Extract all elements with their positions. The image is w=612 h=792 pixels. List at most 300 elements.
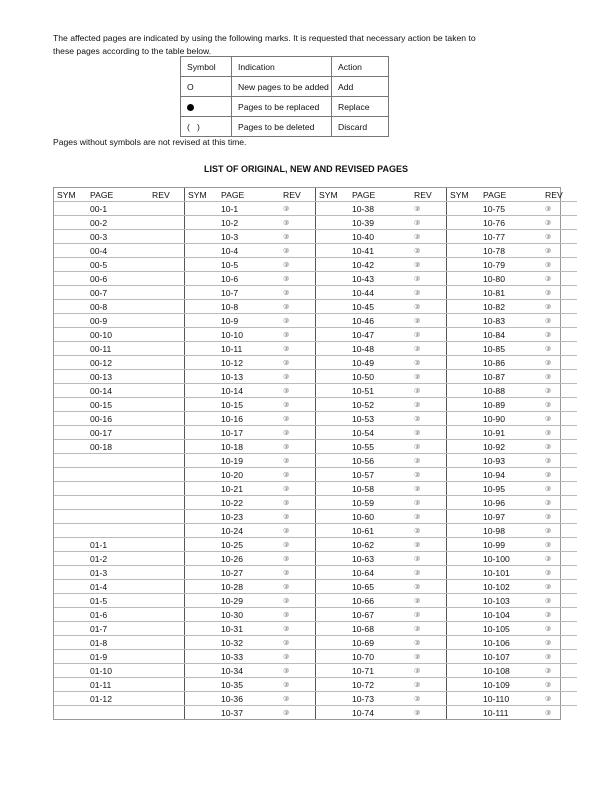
sym-cell — [185, 496, 220, 510]
table-row — [54, 356, 577, 370]
sym-cell — [316, 286, 351, 300]
table-row — [54, 272, 577, 286]
page-cell: 10-111 — [483, 707, 509, 718]
rev-cell: ③ — [414, 412, 447, 426]
page-cell: 10-59 — [350, 496, 414, 510]
page-cell — [88, 524, 152, 538]
rev-cell: ③ — [283, 426, 316, 440]
page-cell: 00-1 — [88, 202, 152, 216]
page-cell: 10-75 — [481, 202, 545, 216]
rev-cell: ③ — [414, 709, 421, 717]
page-cell: 10-109 — [481, 678, 545, 692]
sym-cell — [54, 608, 88, 622]
rev-cell: ③ — [414, 664, 447, 678]
page-cell: 10-38 — [350, 202, 414, 216]
page-cell: 10-85 — [481, 342, 545, 356]
sym-cell — [185, 342, 220, 356]
rev-cell: ③ — [414, 300, 447, 314]
header-sym: SYM — [316, 188, 351, 202]
rev-cell — [152, 566, 185, 580]
rev-cell: ③ — [545, 566, 577, 580]
page-cell: 10-82 — [481, 300, 545, 314]
sym-cell — [54, 552, 88, 566]
sym-cell — [447, 426, 482, 440]
rev-cell — [152, 468, 185, 482]
page-cell: 10-4 — [219, 244, 283, 258]
sym-cell — [447, 342, 482, 356]
sym-cell — [54, 328, 88, 342]
rev-cell: ③ — [545, 300, 577, 314]
sym-cell — [447, 454, 482, 468]
rev-cell: ③ — [545, 709, 552, 717]
sym-cell — [447, 524, 482, 538]
header-sym: SYM — [185, 188, 220, 202]
sym-cell — [447, 230, 482, 244]
page-cell: 10-42 — [350, 258, 414, 272]
rev-cell: ③ — [545, 244, 577, 258]
sym-cell — [316, 580, 351, 594]
sym-cell — [316, 300, 351, 314]
rev-cell — [152, 426, 185, 440]
sym-cell — [185, 706, 220, 720]
page-cell: 00-4 — [88, 244, 152, 258]
page-cell: 01-12 — [88, 692, 152, 706]
table-row — [54, 706, 577, 720]
rev-cell: ③ — [283, 608, 316, 622]
table-row — [54, 608, 577, 622]
rev-cell — [152, 482, 185, 496]
page-cell: 10-60 — [350, 510, 414, 524]
page-cell: 10-5 — [219, 258, 283, 272]
rev-cell: ③ — [283, 300, 316, 314]
sym-cell — [185, 678, 220, 692]
page-cell: 10-9 — [219, 314, 283, 328]
rev-cell: ③ — [545, 678, 577, 692]
page-cell: 10-13 — [219, 370, 283, 384]
rev-cell: ③ — [283, 552, 316, 566]
rev-cell: ③ — [545, 496, 577, 510]
sym-cell — [54, 230, 88, 244]
sym-cell — [316, 412, 351, 426]
table-row — [54, 650, 577, 664]
page-cell: 10-50 — [350, 370, 414, 384]
sym-cell — [316, 258, 351, 272]
sym-cell — [185, 314, 220, 328]
sym-cell — [185, 258, 220, 272]
rev-cell: ③ — [545, 356, 577, 370]
sym-cell — [54, 496, 88, 510]
rev-cell: ③ — [545, 328, 577, 342]
page-cell — [88, 510, 152, 524]
rev-cell: ③ — [283, 678, 316, 692]
rev-cell — [152, 314, 185, 328]
rev-cell: ③ — [283, 412, 316, 426]
rev-cell: ③ — [414, 244, 447, 258]
sym-cell — [447, 622, 482, 636]
page-cell: 10-69 — [350, 636, 414, 650]
sym-cell — [185, 482, 220, 496]
rev-cell: ③ — [545, 482, 577, 496]
rev-cell: ③ — [283, 216, 316, 230]
page-cell: 10-40 — [350, 230, 414, 244]
table-row — [54, 258, 577, 272]
page-cell: 10-44 — [350, 286, 414, 300]
sym-cell — [316, 216, 351, 230]
rev-cell — [152, 328, 185, 342]
page-cell: 10-31 — [219, 622, 283, 636]
table-row — [54, 244, 577, 258]
page-cell: 01-8 — [88, 636, 152, 650]
sym-cell — [316, 524, 351, 538]
sym-cell — [54, 524, 88, 538]
legend-row-add — [181, 77, 389, 97]
rev-cell — [152, 370, 185, 384]
rev-cell: ③ — [283, 709, 290, 717]
page-cell: 10-76 — [481, 216, 545, 230]
legend-header-action: Action — [332, 57, 389, 77]
page-cell: 10-37 — [221, 707, 243, 718]
page-cell: 10-70 — [350, 650, 414, 664]
rev-cell: ③ — [283, 454, 316, 468]
page-cell: 10-25 — [219, 538, 283, 552]
header-page: PAGE — [350, 188, 414, 202]
page-cell: 10-78 — [481, 244, 545, 258]
sym-cell — [316, 552, 351, 566]
intro-line-2: these pages according to the table below. — [53, 46, 212, 56]
sym-cell — [447, 538, 482, 552]
sym-cell — [54, 706, 88, 720]
sym-cell — [316, 608, 351, 622]
sym-cell — [54, 566, 88, 580]
rev-cell — [152, 552, 185, 566]
page-cell: 10-66 — [350, 594, 414, 608]
page-cell: 10-105 — [481, 622, 545, 636]
page-list-table — [53, 187, 561, 720]
sym-cell — [316, 244, 351, 258]
sym-cell — [54, 636, 88, 650]
page-cell: 00-11 — [88, 342, 152, 356]
rev-cell: ③ — [545, 230, 577, 244]
symbol-legend-table — [180, 56, 389, 137]
sym-cell — [54, 342, 88, 356]
page-cell: 10-17 — [219, 426, 283, 440]
page-cell: 10-15 — [219, 398, 283, 412]
page-cell: 10-53 — [350, 412, 414, 426]
rev-cell: ③ — [414, 384, 447, 398]
rev-cell: ③ — [414, 286, 447, 300]
page-cell: 10-28 — [219, 580, 283, 594]
rev-cell: ③ — [545, 664, 577, 678]
sym-cell — [185, 202, 220, 216]
sym-cell — [447, 636, 482, 650]
sym-cell — [316, 384, 351, 398]
rev-cell: ③ — [414, 426, 447, 440]
sym-cell — [54, 272, 88, 286]
page-cell: 10-54 — [350, 426, 414, 440]
rev-cell: ③ — [414, 482, 447, 496]
rev-cell: ③ — [545, 370, 577, 384]
sym-cell — [185, 566, 220, 580]
page-cell: 10-94 — [481, 468, 545, 482]
page-cell: 10-7 — [219, 286, 283, 300]
sym-cell — [316, 230, 351, 244]
sym-cell — [54, 412, 88, 426]
sym-cell — [447, 300, 482, 314]
legend-action: Add — [332, 77, 389, 97]
sym-cell — [316, 636, 351, 650]
rev-cell: ③ — [545, 286, 577, 300]
page-cell: 10-110 — [481, 692, 545, 706]
table-row — [54, 538, 577, 552]
page-cell: 00-5 — [88, 258, 152, 272]
rev-cell: ③ — [414, 328, 447, 342]
page-cell: 10-62 — [350, 538, 414, 552]
sym-cell — [54, 678, 88, 692]
rev-cell: ③ — [545, 272, 577, 286]
page-cell: 10-77 — [481, 230, 545, 244]
rev-cell: ③ — [414, 496, 447, 510]
sym-cell — [185, 398, 220, 412]
rev-cell: ③ — [283, 692, 316, 706]
header-sym: SYM — [447, 188, 482, 202]
rev-cell — [152, 692, 185, 706]
rev-cell: ③ — [414, 342, 447, 356]
page-cell: 10-72 — [350, 678, 414, 692]
sym-cell — [447, 692, 482, 706]
rev-cell: ③ — [545, 594, 577, 608]
page-cell — [88, 454, 152, 468]
rev-cell: ③ — [283, 314, 316, 328]
rev-cell: ③ — [283, 650, 316, 664]
rev-cell — [152, 524, 185, 538]
rev-cell: ③ — [414, 356, 447, 370]
rev-cell — [152, 706, 185, 720]
rev-cell — [152, 580, 185, 594]
rev-cell — [152, 272, 185, 286]
page-cell: 00-18 — [88, 440, 152, 454]
legend-action: Replace — [332, 97, 389, 117]
page-cell: 10-86 — [481, 356, 545, 370]
rev-cell — [152, 244, 185, 258]
rev-cell: ③ — [545, 426, 577, 440]
sym-cell — [54, 650, 88, 664]
sym-cell — [447, 398, 482, 412]
rev-cell — [152, 454, 185, 468]
page-cell: 10-106 — [481, 636, 545, 650]
page-cell: 10-98 — [481, 524, 545, 538]
page-cell: 10-32 — [219, 636, 283, 650]
rev-cell — [152, 650, 185, 664]
page-cell: 10-87 — [481, 370, 545, 384]
rev-cell — [152, 202, 185, 216]
rev-cell: ③ — [283, 510, 316, 524]
page-cell: 10-90 — [481, 412, 545, 426]
rev-cell — [152, 216, 185, 230]
rev-cell: ③ — [545, 202, 577, 216]
sym-cell — [54, 664, 88, 678]
rev-cell: ③ — [283, 328, 316, 342]
page-cell: 10-10 — [219, 328, 283, 342]
page-cell: 10-47 — [350, 328, 414, 342]
sym-cell — [54, 244, 88, 258]
sym-cell — [447, 566, 482, 580]
page-cell: 10-12 — [219, 356, 283, 370]
sym-cell — [316, 594, 351, 608]
filled-circle-icon — [187, 104, 194, 111]
rev-cell: ③ — [545, 384, 577, 398]
sym-cell — [316, 454, 351, 468]
rev-cell — [152, 538, 185, 552]
table-row — [54, 230, 577, 244]
page-cell — [88, 482, 152, 496]
rev-cell: ③ — [414, 314, 447, 328]
table-row — [54, 300, 577, 314]
sym-cell — [54, 594, 88, 608]
rev-cell: ③ — [545, 622, 577, 636]
rev-cell: ③ — [283, 482, 316, 496]
page-cell: 10-19 — [219, 454, 283, 468]
page-cell: 01-6 — [88, 608, 152, 622]
page-cell: 10-2 — [219, 216, 283, 230]
header-rev: REV — [414, 188, 447, 202]
sym-cell — [54, 482, 88, 496]
header-sym: SYM — [54, 188, 88, 202]
intro-text — [53, 32, 563, 58]
page-cell: 10-29 — [219, 594, 283, 608]
header-page: PAGE — [219, 188, 283, 202]
sym-cell — [316, 678, 351, 692]
sym-cell — [185, 510, 220, 524]
intro-line-1: The affected pages are indicated by using the following marks. It is requested that necessary action be taken to — [53, 33, 476, 43]
page-cell: 10-48 — [350, 342, 414, 356]
sym-cell — [54, 398, 88, 412]
page-cell: 10-104 — [481, 608, 545, 622]
rev-cell — [152, 384, 185, 398]
rev-cell: ③ — [414, 216, 447, 230]
page-cell: 10-55 — [350, 440, 414, 454]
page-cell: 01-4 — [88, 580, 152, 594]
rev-cell: ③ — [545, 440, 577, 454]
page-cell: 10-74 — [352, 707, 374, 718]
page-cell — [88, 706, 152, 720]
sym-cell — [316, 440, 351, 454]
sym-cell — [447, 258, 482, 272]
sym-cell — [447, 594, 482, 608]
page-cell: 10-3 — [219, 230, 283, 244]
rev-cell: ③ — [283, 342, 316, 356]
parentheses-symbol: ( ) — [181, 117, 232, 137]
sym-cell — [185, 272, 220, 286]
page-cell: 10-11 — [219, 342, 283, 356]
page-cell: 01-5 — [88, 594, 152, 608]
rev-cell: ③ — [545, 692, 577, 706]
page-cell: 10-8 — [219, 300, 283, 314]
page-cell: 10-57 — [350, 468, 414, 482]
sym-cell — [54, 692, 88, 706]
sym-cell — [185, 636, 220, 650]
rev-cell: ③ — [414, 678, 447, 692]
legend-action: Discard — [332, 117, 389, 137]
sym-cell — [447, 440, 482, 454]
table-row — [54, 636, 577, 650]
rev-cell: ③ — [414, 650, 447, 664]
page-cell: 00-6 — [88, 272, 152, 286]
table-row — [54, 580, 577, 594]
page-cell: 10-92 — [481, 440, 545, 454]
rev-cell — [152, 300, 185, 314]
rev-cell: ③ — [414, 398, 447, 412]
sym-cell — [54, 538, 88, 552]
sym-cell — [185, 454, 220, 468]
sym-cell — [447, 510, 482, 524]
page-cell: 00-10 — [88, 328, 152, 342]
sym-cell — [447, 496, 482, 510]
rev-cell: ③ — [283, 370, 316, 384]
page-cell: 10-6 — [219, 272, 283, 286]
rev-cell: ③ — [283, 622, 316, 636]
rev-cell: ③ — [545, 552, 577, 566]
table-row — [54, 384, 577, 398]
page-cell: 10-88 — [481, 384, 545, 398]
page-cell: 10-65 — [350, 580, 414, 594]
page-cell: 10-41 — [350, 244, 414, 258]
rev-cell: ③ — [545, 538, 577, 552]
table-row — [54, 594, 577, 608]
page-cell: 00-16 — [88, 412, 152, 426]
sym-cell — [185, 244, 220, 258]
page-cell: 10-21 — [219, 482, 283, 496]
sym-cell — [54, 622, 88, 636]
rev-cell: ③ — [545, 412, 577, 426]
sym-cell — [185, 216, 220, 230]
page-cell: 01-11 — [88, 678, 152, 692]
page-cell: 10-100 — [481, 552, 545, 566]
sym-cell — [447, 468, 482, 482]
sym-cell — [447, 552, 482, 566]
sym-cell — [316, 538, 351, 552]
sym-cell — [185, 692, 220, 706]
page-cell: 10-73 — [350, 692, 414, 706]
rev-cell: ③ — [414, 692, 447, 706]
sym-cell — [54, 286, 88, 300]
sym-cell — [185, 230, 220, 244]
sym-cell — [54, 314, 88, 328]
page-cell: 10-67 — [350, 608, 414, 622]
page-cell: 10-14 — [219, 384, 283, 398]
page-cell: 10-16 — [219, 412, 283, 426]
page-cell: 10-27 — [219, 566, 283, 580]
rev-cell: ③ — [414, 538, 447, 552]
legend-indication: Pages to be replaced — [232, 97, 332, 117]
sym-cell — [185, 608, 220, 622]
page-cell: 10-46 — [350, 314, 414, 328]
sym-cell — [447, 314, 482, 328]
page-cell: 10-96 — [481, 496, 545, 510]
table-row — [54, 454, 577, 468]
sym-cell — [316, 370, 351, 384]
table-row — [54, 622, 577, 636]
rev-cell: ③ — [283, 566, 316, 580]
header-rev: REV — [283, 188, 316, 202]
rev-cell — [152, 622, 185, 636]
sym-cell — [54, 216, 88, 230]
page-cell: 10-23 — [219, 510, 283, 524]
header-rev: REV — [545, 188, 577, 202]
page-cell: 10-36 — [219, 692, 283, 706]
rev-cell: ③ — [414, 566, 447, 580]
sym-cell — [54, 370, 88, 384]
rev-cell — [152, 230, 185, 244]
